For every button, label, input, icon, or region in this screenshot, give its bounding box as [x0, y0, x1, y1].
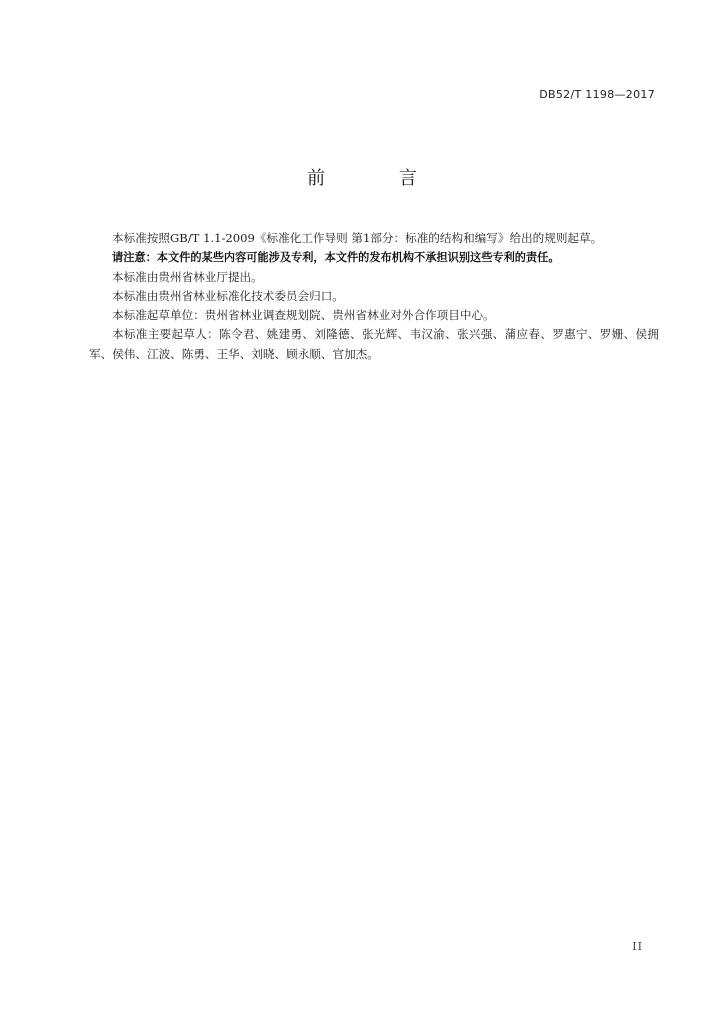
- paragraph-under-jurisdiction: 本标准由贵州省林业标准化技术委员会归口。: [112, 288, 344, 303]
- paragraph-proposed-by: 本标准由贵州省林业厅提出。: [112, 269, 263, 284]
- page-title: 前 言: [307, 168, 451, 189]
- paragraph-drafting-rules: 本标准按照GB/T 1.1-2009《标准化工作导则 第1部分：标准的结构和编写》给出的规则起草。: [112, 231, 603, 245]
- foreword-body: [89, 229, 659, 364]
- standard-code: DB52/T 1198—2017: [539, 88, 655, 101]
- paragraph-patent-notice: 请注意：本文件的某些内容可能涉及专利，本文件的发布机构不承担识别这些专利的责任。: [112, 251, 560, 265]
- paragraph-main-drafters: 本标准主要起草人：陈令君、姚建勇、刘隆德、张光辉、韦汉渝、张兴强、蒲应春、罗惠宁、罗姗、侯拥军、侯伟、江波、陈勇、王华、刘晓、顾永顺、官加杰。: [89, 327, 659, 361]
- paragraph-drafting-units: 本标准起草单位：贵州省林业调查规划院、贵州省林业对外合作项目中心。: [112, 308, 495, 323]
- page-number: II: [632, 940, 643, 953]
